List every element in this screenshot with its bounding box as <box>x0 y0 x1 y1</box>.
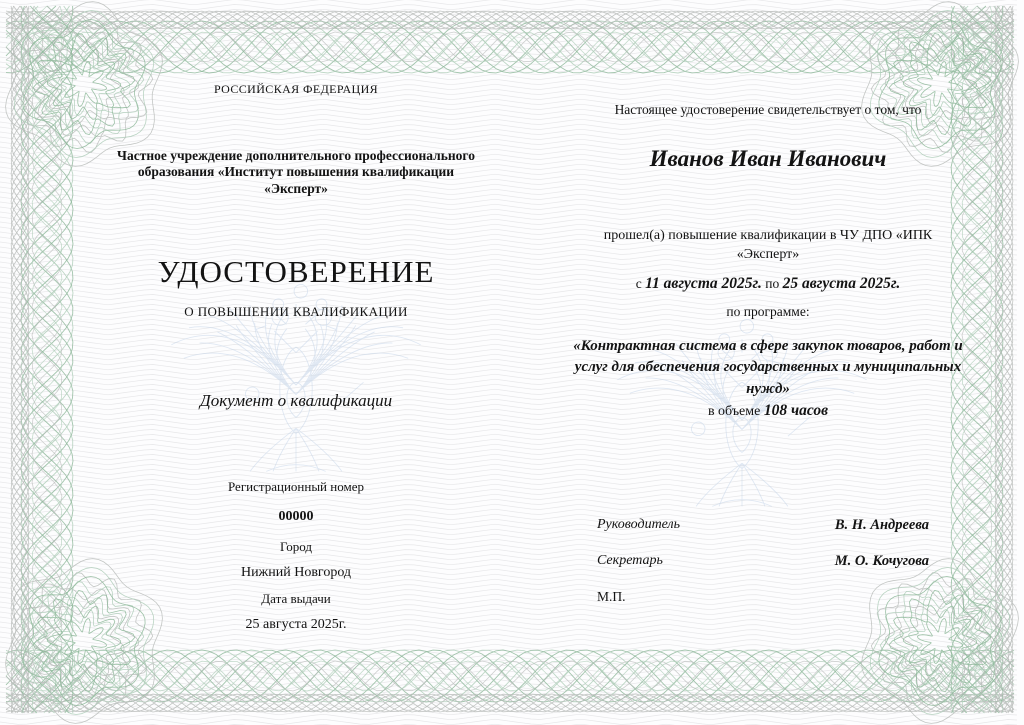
city-label: Город <box>279 539 313 554</box>
volume-prefix: в объеме <box>707 404 761 419</box>
city-value: Нижний Новгород <box>240 565 352 580</box>
reg-number-label: Регистрационный номер <box>228 479 364 494</box>
training-period <box>565 275 971 293</box>
period-end-date: 25 августа 2025г. <box>782 275 901 292</box>
program-label: по программе: <box>726 304 810 319</box>
stamp-label: М.П. <box>597 589 626 604</box>
left-page <box>100 0 492 725</box>
certificate-title: УДОСТОВЕРЕНИЕ <box>157 254 435 289</box>
signature-name: М. О. Кочугова <box>834 553 929 569</box>
signature-role: Секретарь <box>597 553 663 568</box>
document-type: Документ о квалификации <box>199 391 393 410</box>
period-start-date: 11 августа 2025г. <box>645 275 762 292</box>
issue-date-label: Дата выдачи <box>261 591 331 606</box>
institution-name: Частное учреждение дополнительного профессионального образования «Институт повышения квалификации «Эксперт» <box>117 148 475 196</box>
signature-role: Руководитель <box>597 517 681 532</box>
certificate-subtitle: О ПОВЫШЕНИИ КВАЛИФИКАЦИИ <box>184 304 408 319</box>
signature-row <box>565 517 971 534</box>
issue-date-value: 25 августа 2025г. <box>245 617 347 632</box>
period-middle: по <box>765 276 780 291</box>
volume-hours: 108 часов <box>763 402 829 419</box>
reg-number-value: 00000 <box>278 509 314 524</box>
completion-text: прошел(а) повышение квалификации в ЧУ ДПО «ИПК «Эксперт» <box>603 228 933 262</box>
statement-text: Настоящее удостоверение свидетельствует о том, что <box>614 102 922 117</box>
country-label: РОССИЙСКАЯ ФЕДЕРАЦИЯ <box>213 82 379 96</box>
program-name: «Контрактная система в сфере закупок товаров, работ и услуг для обеспечения государственных и муниципальных нужд» <box>573 338 963 397</box>
recipient-name: Иванов Иван Иванович <box>649 146 887 171</box>
signature-row <box>565 553 971 570</box>
training-volume <box>565 402 971 420</box>
signature-name: В. Н. Андреева <box>834 517 929 533</box>
period-prefix: с <box>635 276 642 291</box>
right-page <box>565 0 971 725</box>
